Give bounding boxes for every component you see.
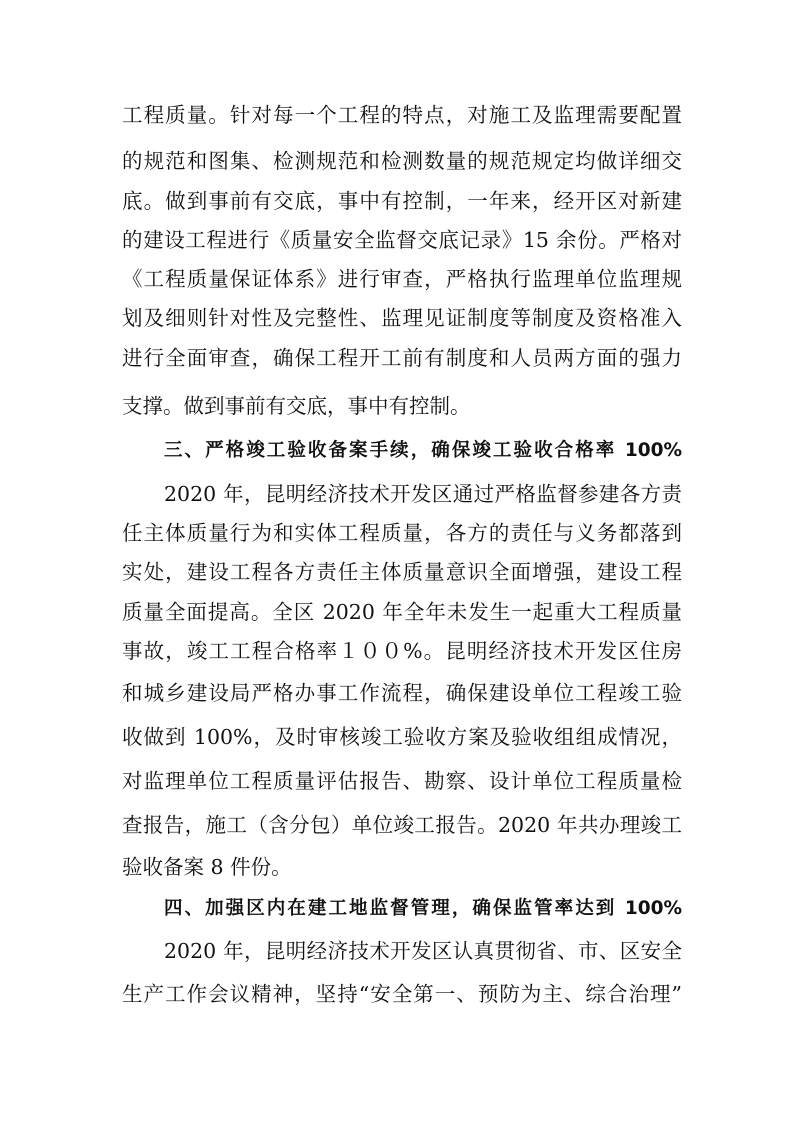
- section-heading-4: 四、加强区内在建工地监督管理，确保监管率达到 100%: [164, 898, 682, 919]
- paragraph-line: 支撑。做到事前有交底，事中有控制。: [122, 394, 471, 418]
- paragraph-line: 《工程质量保证体系》进行审查，严格执行监理单位监理规: [122, 267, 682, 291]
- paragraph-line: 任主体质量行为和实体工程质量，各方的责任与义务都落到: [122, 521, 682, 545]
- paragraph-line: 和城乡建设局严格办事工作流程，确保建设单位工程竣工验: [122, 681, 682, 705]
- paragraph-line: 实处，建设工程各方责任主体质量意识全面增强，建设工程: [122, 560, 682, 584]
- paragraph-line: 2020 年，昆明经济技术开发区通过严格监督参建各方责: [164, 482, 682, 506]
- paragraph-line: 的建设工程进行《质量安全监督交底记录》15 余份。严格对: [122, 228, 682, 252]
- section-heading-3: 三、严格竣工验收备案手续，确保竣工验收合格率 100%: [164, 440, 682, 461]
- paragraph-line: 的规范和图集、检测规范和检测数量的规范规定均做详细交: [122, 149, 682, 173]
- paragraph-line: 收做到 100%，及时审核竣工验收方案及验收组组成情况，: [122, 725, 682, 749]
- paragraph-line: 质量全面提高。全区 2020 年全年未发生一起重大工程质量: [122, 600, 682, 624]
- paragraph-line: 2020 年，昆明经济技术开发区认真贯彻省、市、区安全: [164, 939, 682, 963]
- paragraph-line: 事故，竣工工程合格率１００%。昆明经济技术开发区住房: [122, 639, 682, 663]
- paragraph-line: 进行全面审查，确保工程开工前有制度和人员两方面的强力: [122, 346, 682, 370]
- paragraph-line: 生产工作会议精神，坚持“安全第一、预防为主、综合治理”: [122, 982, 682, 1006]
- paragraph-line: 底。做到事前有交底，事中有控制，一年来，经开区对新建: [122, 189, 682, 213]
- paragraph-line: 工程质量。针对每一个工程的特点，对施工及监理需要配置: [122, 103, 682, 127]
- paragraph-line: 查报告，施工（含分包）单位竣工报告。2020 年共办理竣工: [122, 813, 682, 837]
- paragraph-line: 对监理单位工程质量评估报告、勘察、设计单位工程质量检: [122, 769, 682, 793]
- paragraph-line: 划及细则针对性及完整性、监理见证制度等制度及资格准入: [122, 306, 682, 330]
- paragraph-line: 验收备案 8 件份。: [122, 855, 292, 879]
